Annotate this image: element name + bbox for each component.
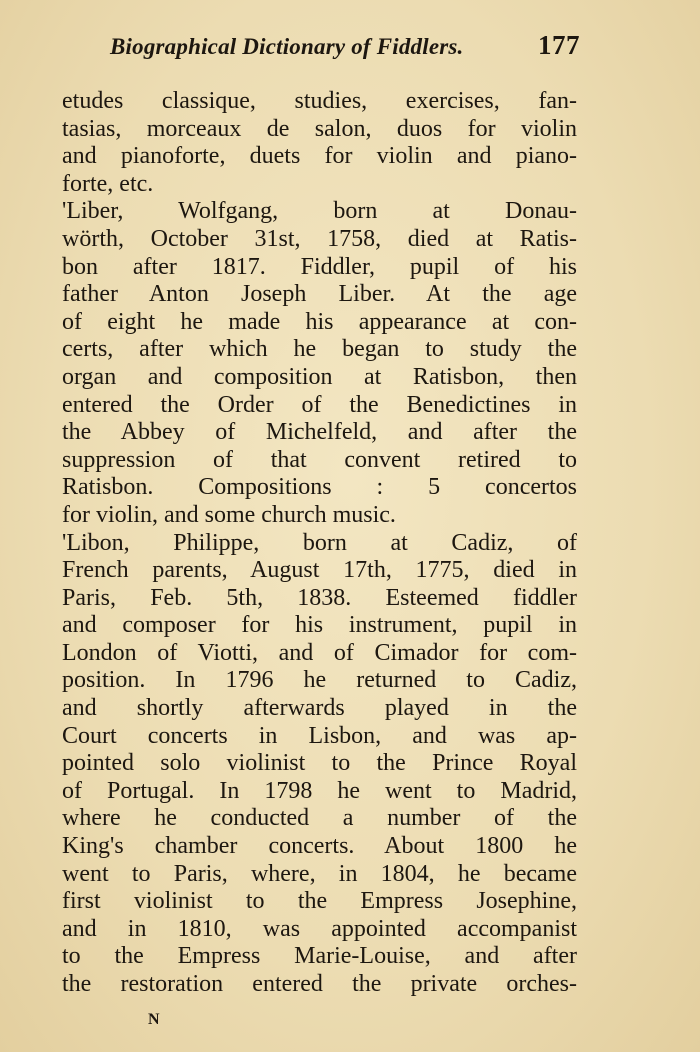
text-line: bon after 1817. Fiddler, pupil of his bbox=[62, 253, 577, 280]
text-line: the restoration entered the private orches- bbox=[62, 971, 577, 997]
text-line: entered the Order of the Benedictines in bbox=[62, 391, 577, 418]
text-line: first violinist to the Empress Josephine, bbox=[62, 888, 577, 915]
text-line: father Anton Joseph Liber. At the age bbox=[62, 281, 577, 308]
running-title: Biographical Dictionary of Fiddlers. bbox=[110, 34, 464, 59]
text-line: and in 1810, was appointed accompanist bbox=[62, 915, 577, 942]
text-line: certs, after which he began to study the bbox=[62, 336, 577, 363]
signature-mark: N bbox=[148, 1011, 161, 1028]
text-line: suppression of that convent retired to bbox=[62, 446, 577, 473]
text-line: London of Viotti, and of Cimador for com- bbox=[62, 639, 577, 666]
text-line: went to Paris, where, in 1804, he became bbox=[62, 860, 577, 887]
text-line: of Portugal. In 1798 he went to Madrid, bbox=[62, 777, 577, 804]
page-number: 177 bbox=[538, 30, 580, 60]
entry-heading-line: 'Libon, Philippe, born at Cadiz, of bbox=[62, 529, 577, 556]
text-line: and pianoforte, duets for violin and piano- bbox=[62, 143, 577, 170]
text-line: Paris, Feb. 5th, 1838. Esteemed fiddler bbox=[62, 584, 577, 611]
text-line: forte, etc. bbox=[62, 170, 154, 197]
text-line: etudes classique, studies, exercises, fan- bbox=[62, 88, 577, 114]
text-line: for violin, and some church music. bbox=[62, 501, 396, 528]
text-line: where he conducted a number of the bbox=[62, 805, 577, 832]
entry-heading-line: 'Liber, Wolfgang, born at Donau- bbox=[62, 198, 577, 225]
text-line: French parents, August 17th, 1775, died in bbox=[62, 557, 577, 584]
body-text bbox=[62, 88, 577, 999]
text-line: the Abbey of Michelfeld, and after the bbox=[62, 419, 577, 446]
text-line: Court concerts in Lisbon, and was ap- bbox=[62, 722, 577, 749]
text-line: King's chamber concerts. About 1800 he bbox=[62, 833, 577, 860]
text-line: to the Empress Marie-Louise, and after bbox=[62, 943, 577, 970]
running-head bbox=[110, 30, 580, 70]
text-line: Ratisbon. Compositions : 5 concertos bbox=[62, 474, 577, 501]
text-line: of eight he made his appearance at con- bbox=[62, 308, 577, 335]
text-line: tasias, morceaux de salon, duos for violin bbox=[62, 115, 577, 142]
text-line: organ and composition at Ratisbon, then bbox=[62, 363, 577, 390]
text-line: and composer for his instrument, pupil in bbox=[62, 612, 577, 639]
text-line: and shortly afterwards played in the bbox=[62, 695, 577, 722]
text-line: wörth, October 31st, 1758, died at Ratis- bbox=[62, 225, 577, 252]
text-line: pointed solo violinist to the Prince Royal bbox=[62, 750, 577, 777]
text-line: position. In 1796 he returned to Cadiz, bbox=[62, 667, 577, 694]
